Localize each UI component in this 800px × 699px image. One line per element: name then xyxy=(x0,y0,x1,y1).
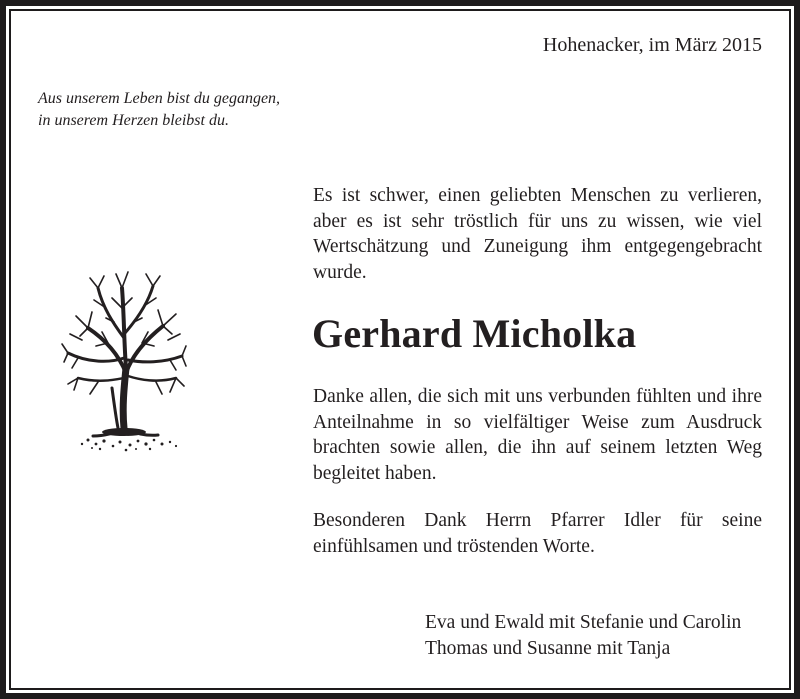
motto-line: Aus unserem Leben bist du gegangen, xyxy=(38,90,281,107)
special-thanks-paragraph: Besonderen Dank Herrn Pfarrer Idler für seine einfühlsamen und tröstenden Worte. xyxy=(313,510,762,557)
place-date: Hohenacker, im März 2015 xyxy=(542,34,762,56)
intro-paragraph: Es ist schwer, einen geliebten Menschen zu verlieren, aber es ist sehr tröstlich für uns zu wissen, wie viel Wertschätzung und Zuneigung ihm entgegengebracht wurde. xyxy=(313,185,762,283)
signer-line: Thomas und Susanne mit Tanja xyxy=(425,637,671,659)
bare-tree-icon xyxy=(58,268,190,454)
motto xyxy=(38,88,280,132)
thanks-paragraph: Danke allen, die sich mit uns verbunden fühlten und ihre Anteilnahme in so vielfältiger Weise zum Ausdruck brachten sowie allen, die ihn auf seinem letzten Weg begleitet haben. xyxy=(313,386,762,484)
deceased-name: Gerhard Micholka xyxy=(312,311,637,356)
signers xyxy=(425,610,741,661)
motto-line: in unserem Herzen bleibst du. xyxy=(38,112,229,129)
signer-line: Eva und Ewald mit Stefanie und Carolin xyxy=(425,612,742,633)
